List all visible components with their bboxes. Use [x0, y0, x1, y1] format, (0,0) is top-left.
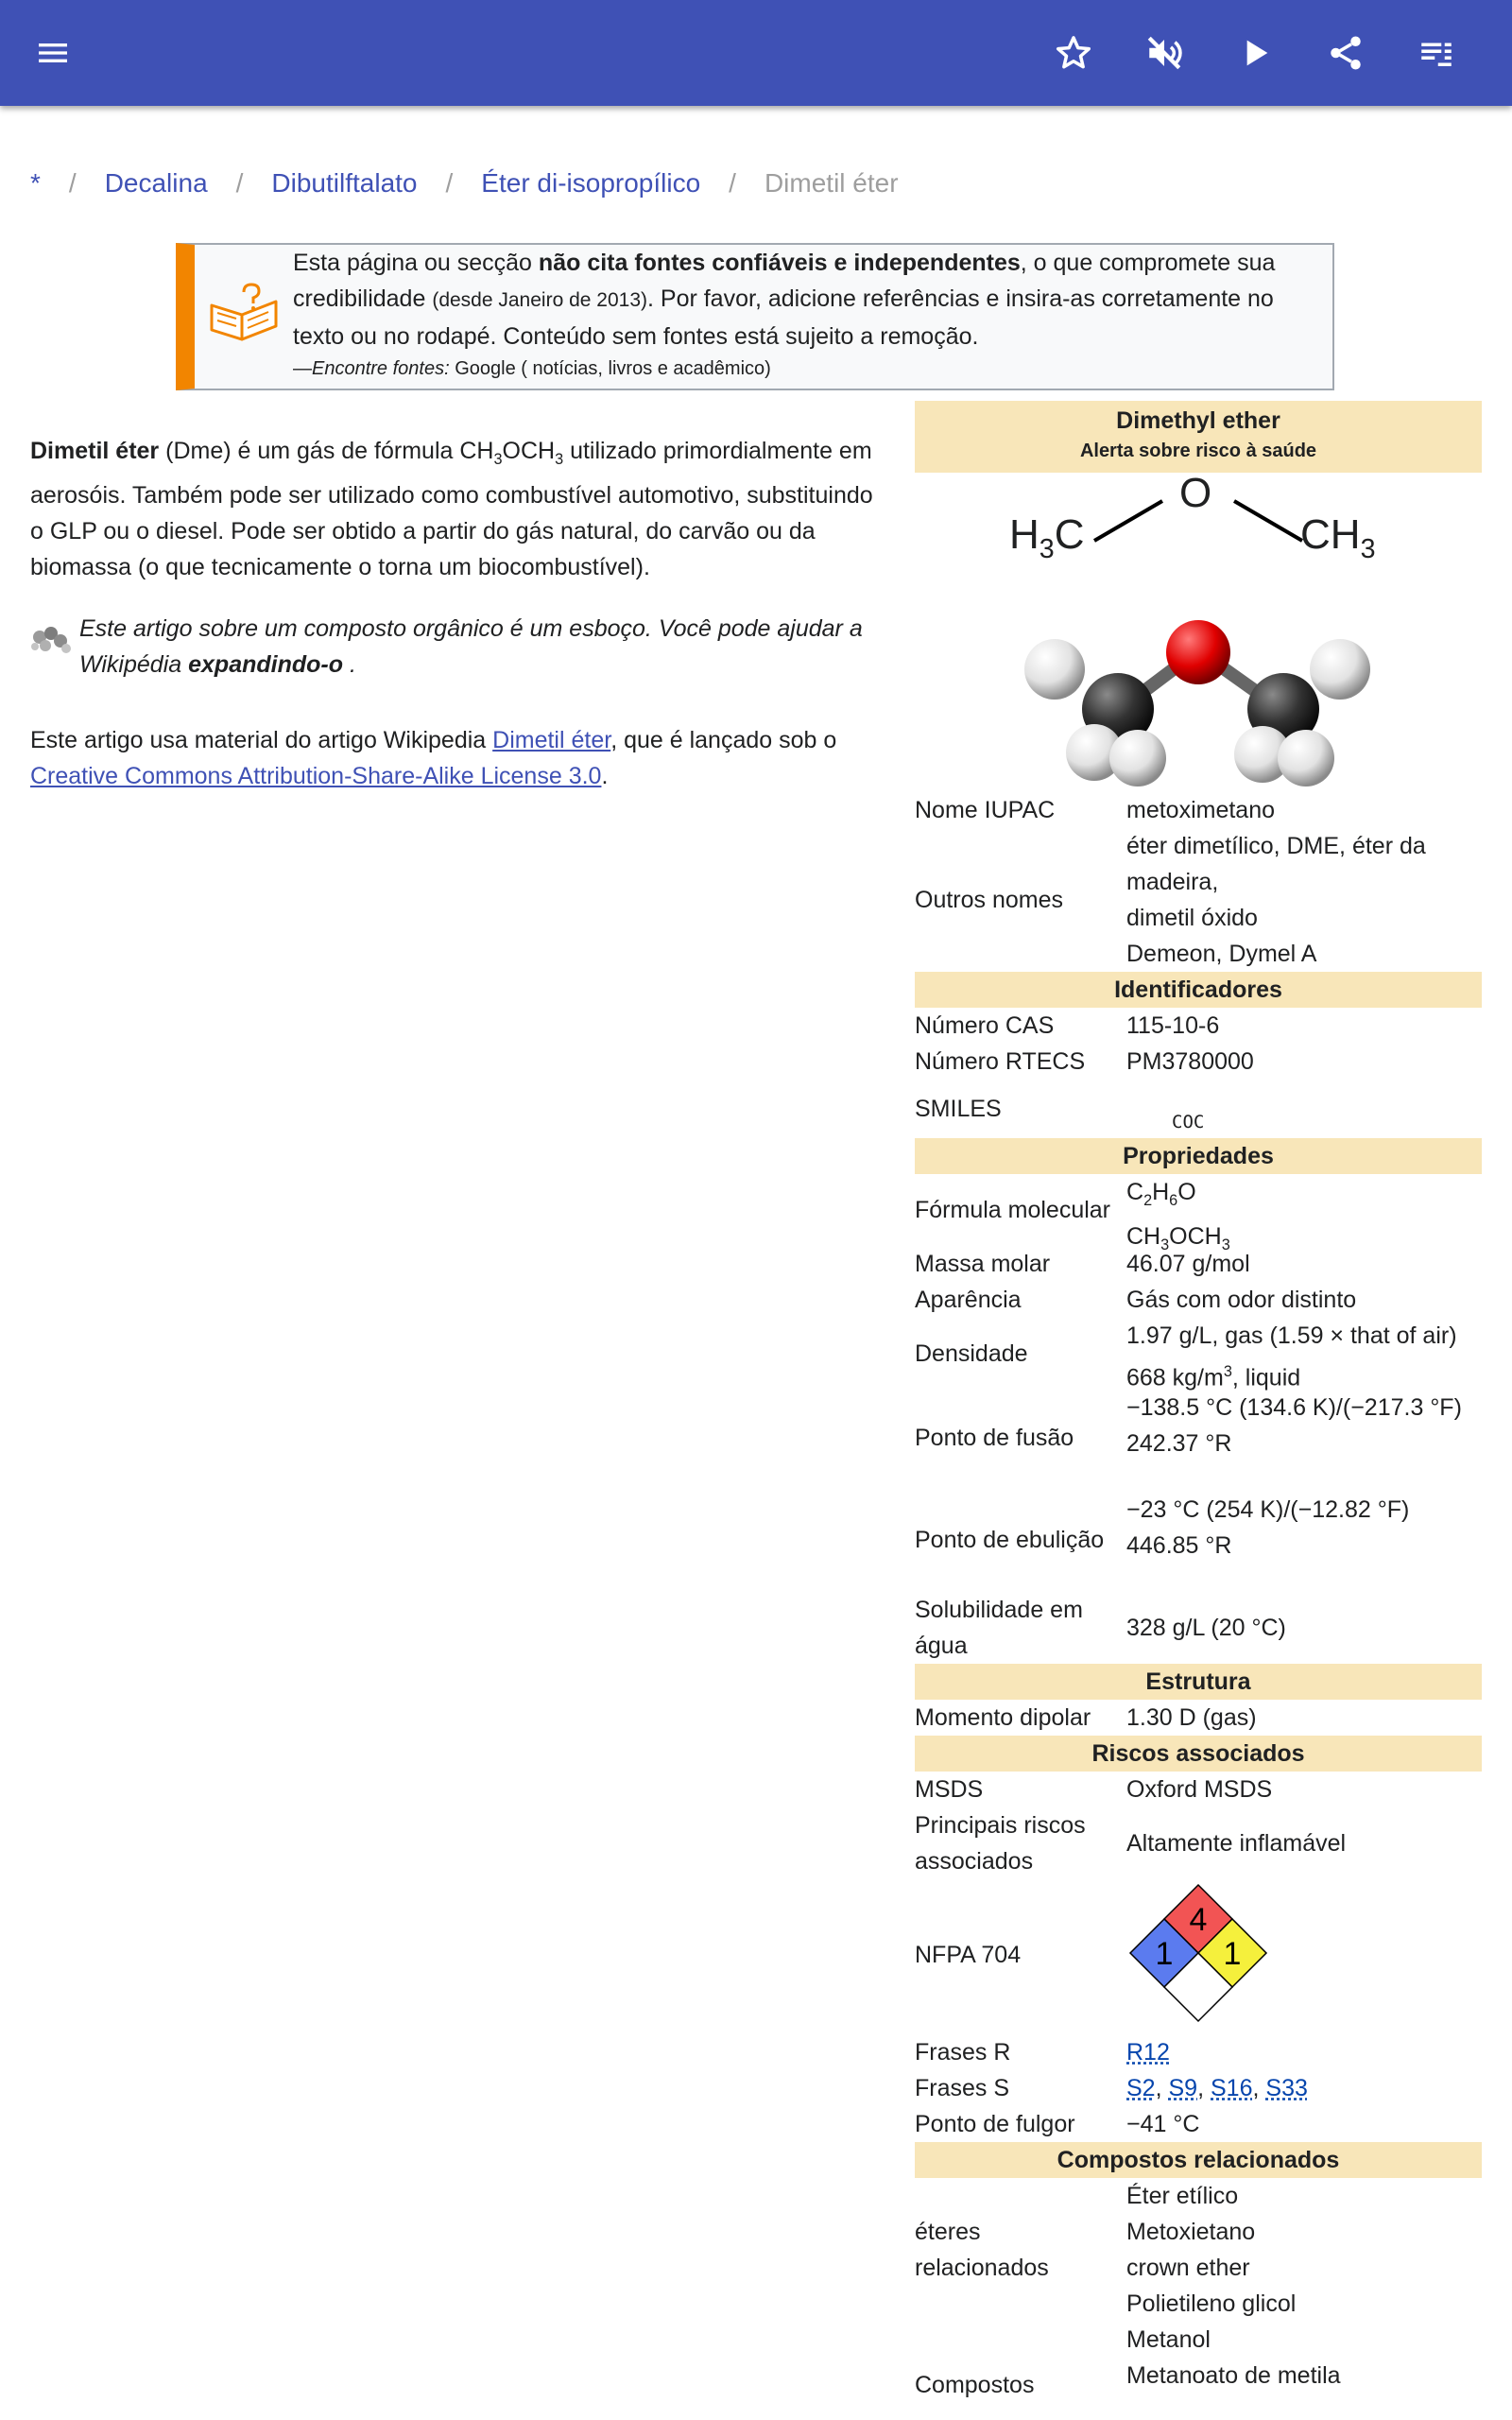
label-line: água: [915, 1633, 968, 1659]
play-icon[interactable]: [1227, 25, 1283, 81]
row-msds: [915, 1772, 1482, 1807]
row-label: Ponto de fusão: [915, 1425, 1074, 1451]
lead-text: utilizado primordialmente em aerosóis. Também pode ser utilizado como combustível automotivo, substituindo o GLP ou o diesel. Pode ser obtido a partir do gás natural, do carvão ou da biomassa (o que tecnicamente o torna um biocombustível).: [30, 438, 873, 580]
section-riscos: Riscos associados: [915, 1736, 1482, 1772]
row-value: [1126, 1390, 1482, 1461]
boiling-rankine: 446.85 °R: [1126, 1532, 1232, 1559]
section-compostos: Compostos relacionados: [915, 2142, 1482, 2178]
label-line: éteres: [915, 2219, 981, 2245]
row-s-phrases: [915, 2070, 1482, 2106]
row-label: Número CAS: [915, 1012, 1055, 1039]
row-value: 46.07 g/mol: [1126, 1251, 1250, 1277]
row-value: [1126, 2070, 1482, 2106]
row-value: 328 g/L (20 °C): [1126, 1615, 1286, 1641]
chembox: [915, 401, 1482, 2398]
row-other-names: [915, 828, 1482, 972]
row-density: [915, 1318, 1482, 1390]
nfpa-diamond: [1126, 1879, 1482, 2037]
formula-part: O: [1177, 1179, 1196, 1205]
separator: ,: [1155, 2075, 1169, 2101]
melting-value: −138.5 °C (134.6 K)/(−217.3 °F): [1126, 1394, 1462, 1421]
row-boiling-point: [915, 1492, 1482, 1592]
warning-text-part: credibilidade: [293, 285, 426, 312]
subscript: 3: [493, 451, 503, 468]
h3c-label: [1009, 512, 1084, 572]
row-value: [1126, 2322, 1482, 2394]
row-value: PM3780000: [1126, 1048, 1254, 1075]
volume-off-icon[interactable]: [1136, 25, 1193, 81]
formula-line: [1126, 1174, 1482, 1219]
row-label: Densidade: [915, 1340, 1028, 1367]
label-line: Solubilidade em: [915, 1597, 1083, 1623]
row-related-compounds: [915, 2322, 1482, 2398]
row-label: [915, 1592, 1127, 1664]
lead-paragraph: [30, 433, 881, 585]
license-text: .: [601, 763, 609, 789]
row-r-phrases: [915, 2034, 1482, 2070]
warning-text-part: . Por favor, adicione referências e insira-as corretamente no: [647, 285, 1274, 312]
breadcrumb: [30, 168, 899, 199]
label-line: relacionados: [915, 2255, 1049, 2281]
lead-text: (Dme) é um gás de fórmula CH: [165, 438, 494, 464]
section-propriedades: Propriedades: [915, 1138, 1482, 1174]
row-iupac: [915, 792, 1482, 828]
s-phrase-link[interactable]: S9: [1168, 2075, 1198, 2101]
boiling-value: −23 °C (254 K)/(−12.82 °F): [1126, 1496, 1410, 1523]
related-ether: Éter etílico: [1126, 2183, 1239, 2209]
lead-title: Dimetil éter: [30, 438, 160, 464]
subscript: 6: [1169, 1192, 1178, 1209]
s-phrase-link[interactable]: S2: [1126, 2075, 1156, 2101]
subscript: 3: [1221, 1236, 1230, 1253]
oxygen-label: O: [1179, 470, 1212, 516]
row-label: Massa molar: [915, 1251, 1051, 1277]
row-main-risks: [915, 1807, 1482, 1879]
row-related-ethers: [915, 2178, 1482, 2322]
label-line: Principais riscos: [915, 1812, 1086, 1839]
molecule-icon: [30, 626, 72, 665]
row-value: [1126, 828, 1482, 972]
warning-text-part: texto ou no rodapé. Conteúdo sem fontes está sujeito a remoção.: [293, 323, 979, 350]
formula-part: H: [1009, 511, 1040, 558]
other-name: éter dimetílico, DME, éter da: [1126, 833, 1426, 859]
chembox-title-header: [915, 401, 1482, 473]
nfpa-reactivity: 1: [1223, 1936, 1242, 1972]
row-solubility: [915, 1592, 1482, 1664]
row-value: [1126, 2034, 1482, 2070]
row-value: Gás com odor distinto: [1126, 1287, 1357, 1313]
license-notice: [30, 722, 881, 794]
license-text: , que é lançado sob o: [610, 727, 837, 753]
section-estrutura: Estrutura: [915, 1664, 1482, 1700]
separator: ,: [1197, 2075, 1211, 2101]
stub-text: Este artigo sobre um composto orgânico é um esboço. Você pode ajudar a Wikipédia: [79, 615, 863, 678]
row-value: Altamente inflamável: [1126, 1830, 1347, 1857]
warning-text: [293, 245, 1323, 383]
row-label: [915, 2214, 1127, 2286]
separator: ,: [1252, 2075, 1266, 2101]
row-label: Frases R: [915, 2039, 1011, 2066]
find-sources-links[interactable]: Google ( notícias, livros e acadêmico): [455, 358, 771, 379]
value-part: , liquid: [1231, 1364, 1301, 1392]
row-label: Compostos: [915, 2372, 1035, 2398]
row-flash-point: [915, 2106, 1482, 2142]
row-value: Oxford MSDS: [1126, 1776, 1273, 1803]
other-name: Demeon, Dymel A: [1126, 941, 1317, 967]
row-label: Frases S: [915, 2075, 1010, 2101]
row-value: 1.30 D (gas): [1126, 1704, 1257, 1731]
breadcrumb-current: Dimetil éter: [764, 168, 899, 198]
ch3-label: [1300, 512, 1375, 572]
density-gas: 1.97 g/L, gas (1.59 × that of air): [1126, 1322, 1457, 1349]
formula-part: OCH: [1169, 1223, 1222, 1250]
subscript: 3: [1039, 533, 1055, 564]
row-value: [1126, 1492, 1482, 1564]
row-rtecs: [915, 1044, 1482, 1080]
formula-part: C: [1054, 511, 1085, 558]
row-label: Aparência: [915, 1287, 1022, 1313]
expand-link[interactable]: expandindo-o: [188, 651, 343, 678]
row-value: [1126, 1318, 1482, 1395]
row-value: 115-10-6: [1126, 1012, 1220, 1039]
star-icon[interactable]: [1045, 25, 1102, 81]
row-label: SMILES: [915, 1096, 1002, 1122]
row-label: Outros nomes: [915, 887, 1064, 913]
breadcrumb-separator: /: [445, 168, 454, 198]
formula-part: CH: [1300, 511, 1361, 558]
related-ether: Polietileno glicol: [1126, 2290, 1297, 2317]
formula-part: C: [1126, 1179, 1144, 1205]
row-label: [915, 1807, 1127, 1879]
structural-formula: [915, 470, 1482, 590]
menu-icon[interactable]: [25, 25, 81, 81]
warning-text-bold: não cita fontes confiáveis e independentes: [538, 250, 1021, 276]
r-phrase-link[interactable]: R12: [1126, 2039, 1170, 2066]
breadcrumb-separator: /: [68, 168, 77, 198]
superscript: 3: [1223, 1363, 1232, 1380]
row-melting-point: [915, 1390, 1482, 1492]
row-dipole: [915, 1700, 1482, 1736]
row-appearance: [915, 1282, 1482, 1318]
other-name: dimetil óxido: [1126, 905, 1258, 931]
row-value: COC: [1172, 1112, 1205, 1132]
lead-text: OCH: [502, 438, 556, 464]
row-label: Nome IUPAC: [915, 797, 1056, 823]
find-dash: —: [293, 358, 312, 379]
app-bar: [0, 0, 1512, 106]
nfpa-health: 1: [1155, 1936, 1174, 1972]
related-compound: Metanol: [1126, 2326, 1211, 2353]
share-icon[interactable]: [1317, 25, 1374, 81]
breadcrumb-separator: /: [235, 168, 244, 198]
row-molar-mass: [915, 1246, 1482, 1282]
stub-end: .: [349, 651, 356, 678]
row-label: Momento dipolar: [915, 1704, 1091, 1731]
subscript: 3: [1160, 1236, 1170, 1253]
row-formula: [915, 1174, 1482, 1253]
breadcrumb-item-dibutilftalato[interactable]: Dibutilftalato: [271, 168, 418, 198]
playlist-icon[interactable]: [1408, 25, 1465, 81]
row-nfpa: [915, 1879, 1482, 2034]
row-value: −41 °C: [1126, 2111, 1200, 2137]
melting-rankine: 242.37 °R: [1126, 1430, 1232, 1457]
row-label: NFPA 704: [915, 1942, 1022, 1968]
row-label: MSDS: [915, 1776, 984, 1803]
related-ether: Metoxietano: [1126, 2219, 1256, 2245]
ball-and-stick-model: [915, 590, 1482, 792]
row-value: [1126, 2178, 1482, 2322]
breadcrumb-separator: /: [729, 168, 736, 198]
subscript: 3: [1360, 533, 1376, 564]
label-line: associados: [915, 1848, 1034, 1875]
source-article-link[interactable]: Dimetil éter: [492, 727, 611, 753]
find-sources: [293, 354, 1323, 383]
breadcrumb-item-home[interactable]: *: [30, 168, 41, 198]
book-question-icon: [208, 283, 284, 348]
nfpa-flammability: 4: [1189, 1902, 1208, 1938]
row-smiles: [915, 1080, 1482, 1138]
breadcrumb-item-eter-di-isopropilico[interactable]: Éter di-isopropílico: [481, 168, 701, 198]
subscript: 3: [555, 451, 564, 468]
row-label: Fórmula molecular: [915, 1197, 1111, 1223]
breadcrumb-item-decalina[interactable]: Decalina: [104, 168, 208, 198]
warning-text-part: , o que compromete sua: [1020, 250, 1276, 276]
related-compound: Metanoato de metila: [1126, 2362, 1341, 2389]
find-label: Encontre fontes:: [312, 358, 450, 379]
related-ether: crown ether: [1126, 2255, 1250, 2281]
sources-warning-box: [176, 243, 1334, 390]
row-label: Ponto de fulgor: [915, 2111, 1075, 2137]
row-cas: [915, 1008, 1482, 1044]
row-label: Ponto de ebulição: [915, 1527, 1105, 1553]
section-identificadores: Identificadores: [915, 972, 1482, 1008]
row-value: metoximetano: [1126, 797, 1276, 823]
health-alert-subtitle: Alerta sobre risco à saúde: [1079, 441, 1317, 461]
s-phrase-link[interactable]: S33: [1265, 2075, 1308, 2101]
warning-date: (desde Janeiro de 2013): [432, 289, 647, 311]
other-name: madeira,: [1126, 869, 1219, 895]
license-text: Este artigo usa material do artigo Wikipedia: [30, 727, 487, 753]
value-part: 668 kg/m: [1126, 1364, 1224, 1392]
formula-part: H: [1152, 1179, 1170, 1205]
cc-license-link[interactable]: Creative Commons Attribution-Share-Alike License 3.0: [30, 763, 602, 789]
chembox-title: Dimethyl ether: [1116, 407, 1280, 434]
s-phrase-link[interactable]: S16: [1211, 2075, 1253, 2101]
stub-notice: [30, 611, 881, 683]
row-label: Número RTECS: [915, 1048, 1086, 1075]
formula-part: CH: [1126, 1223, 1161, 1250]
subscript: 2: [1143, 1192, 1153, 1209]
warning-text-part: Esta página ou secção: [293, 250, 532, 276]
